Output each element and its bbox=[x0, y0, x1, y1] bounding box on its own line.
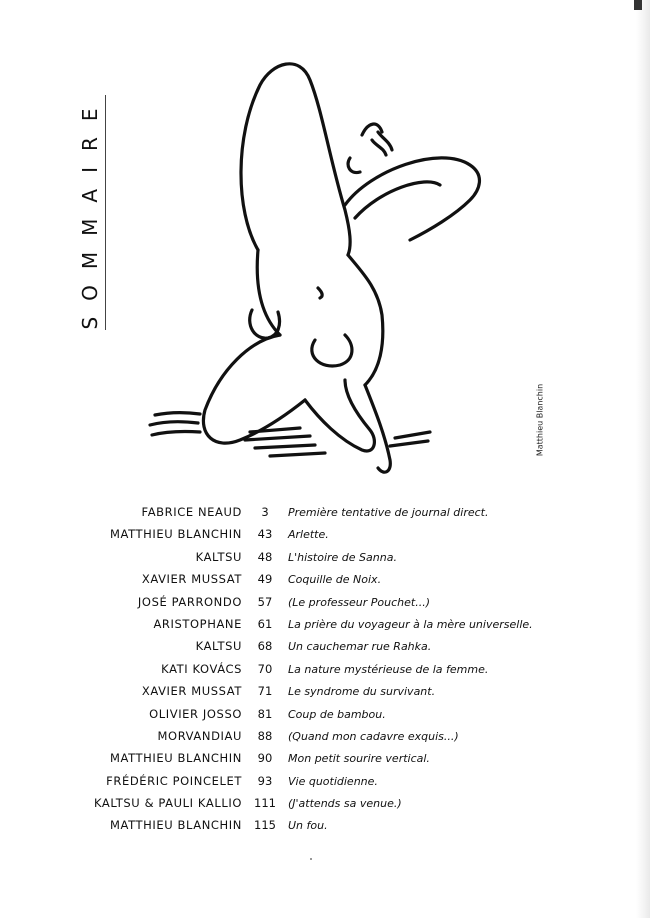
table-of-contents bbox=[60, 505, 560, 841]
toc-author: MATTHIEU BLANCHIN bbox=[109, 751, 242, 766]
toc-title: Vie quotidienne. bbox=[288, 774, 378, 788]
toc-row bbox=[60, 662, 560, 684]
toc-title: (Le professeur Pouchet...) bbox=[288, 595, 430, 609]
toc-author: FRÉDÉRIC POINCELET bbox=[106, 773, 242, 788]
toc-title: Le syndrome du survivant. bbox=[288, 685, 436, 699]
toc-page-number: 48 bbox=[257, 549, 273, 564]
credit-text: Matthieu Blanchin bbox=[535, 383, 545, 457]
toc-page-number: 111 bbox=[254, 796, 276, 811]
toc-page-number: 57 bbox=[257, 594, 273, 609]
toc-author: KATI KOVÁCS bbox=[161, 661, 242, 676]
toc-page-number: 81 bbox=[257, 706, 273, 721]
toc-author: XAVIER MUSSAT bbox=[141, 684, 242, 699]
toc-author: KALTSU & PAULI KALLIO bbox=[93, 796, 242, 811]
corner-mark bbox=[634, 0, 642, 10]
toc-page-number: 68 bbox=[257, 639, 273, 654]
toc-page-number: 43 bbox=[257, 527, 273, 542]
toc-author: MATTHIEU BLANCHIN bbox=[109, 818, 242, 833]
speck-mark bbox=[310, 858, 312, 860]
toc-row bbox=[60, 572, 560, 594]
toc-title: La prière du voyageur à la mère universelle. bbox=[288, 617, 533, 631]
toc-page-number: 90 bbox=[257, 751, 273, 766]
toc-author: KALTSU bbox=[195, 639, 242, 654]
toc-page-number: 88 bbox=[257, 728, 273, 743]
toc-title: Première tentative de journal direct. bbox=[288, 506, 489, 519]
toc-row bbox=[60, 729, 560, 751]
toc-title: Un cauchemar rue Rahka. bbox=[288, 640, 432, 654]
toc-page-number: 70 bbox=[257, 661, 273, 676]
figure-drawing-icon bbox=[140, 40, 500, 480]
toc-row bbox=[60, 774, 560, 796]
toc-row bbox=[60, 550, 560, 572]
toc-author: ARISTOPHANE bbox=[153, 616, 242, 631]
toc-title: La nature mystérieuse de la femme. bbox=[288, 662, 489, 676]
toc-row bbox=[60, 617, 560, 639]
toc-row bbox=[60, 751, 560, 773]
illustration-credit bbox=[530, 380, 550, 460]
toc-page-number: 115 bbox=[254, 818, 276, 833]
toc-title: L'histoire de Sanna. bbox=[288, 550, 397, 564]
toc-row bbox=[60, 707, 560, 729]
toc-row bbox=[60, 818, 560, 840]
toc-page-number: 3 bbox=[261, 505, 269, 519]
toc-author: MATTHIEU BLANCHIN bbox=[109, 527, 242, 542]
toc-author: XAVIER MUSSAT bbox=[141, 572, 242, 587]
toc-row bbox=[60, 639, 560, 661]
toc-author: KALTSU bbox=[195, 549, 242, 564]
toc-title: (J'attends sa venue.) bbox=[288, 797, 402, 811]
page-edge bbox=[636, 0, 650, 918]
toc-author: FABRICE NEAUD bbox=[141, 505, 242, 519]
toc-title: Arlette. bbox=[288, 528, 329, 542]
toc-row bbox=[60, 796, 560, 818]
toc-page-number: 93 bbox=[257, 773, 273, 788]
toc-row bbox=[60, 505, 560, 527]
toc-author: OLIVIER JOSSO bbox=[149, 706, 242, 721]
toc-row bbox=[60, 684, 560, 706]
title-divider bbox=[105, 95, 106, 330]
side-title-block bbox=[60, 86, 120, 336]
toc-title: Coup de bambou. bbox=[288, 707, 386, 721]
toc-title: (Quand mon cadavre exquis...) bbox=[288, 729, 459, 743]
toc-page-number: 49 bbox=[257, 572, 273, 587]
toc-title: Coquille de Noix. bbox=[288, 573, 382, 587]
toc-title: Mon petit sourire vertical. bbox=[288, 752, 430, 766]
toc-row bbox=[60, 527, 560, 549]
toc-title: Un fou. bbox=[288, 819, 328, 833]
page-title: SOMMAIRE bbox=[78, 92, 102, 330]
toc-row bbox=[60, 595, 560, 617]
toc-author: JOSÉ PARRONDO bbox=[137, 594, 242, 609]
toc-page-number: 71 bbox=[257, 684, 273, 699]
toc-author: MORVANDIAU bbox=[157, 728, 242, 743]
toc-page-number: 61 bbox=[257, 616, 273, 631]
